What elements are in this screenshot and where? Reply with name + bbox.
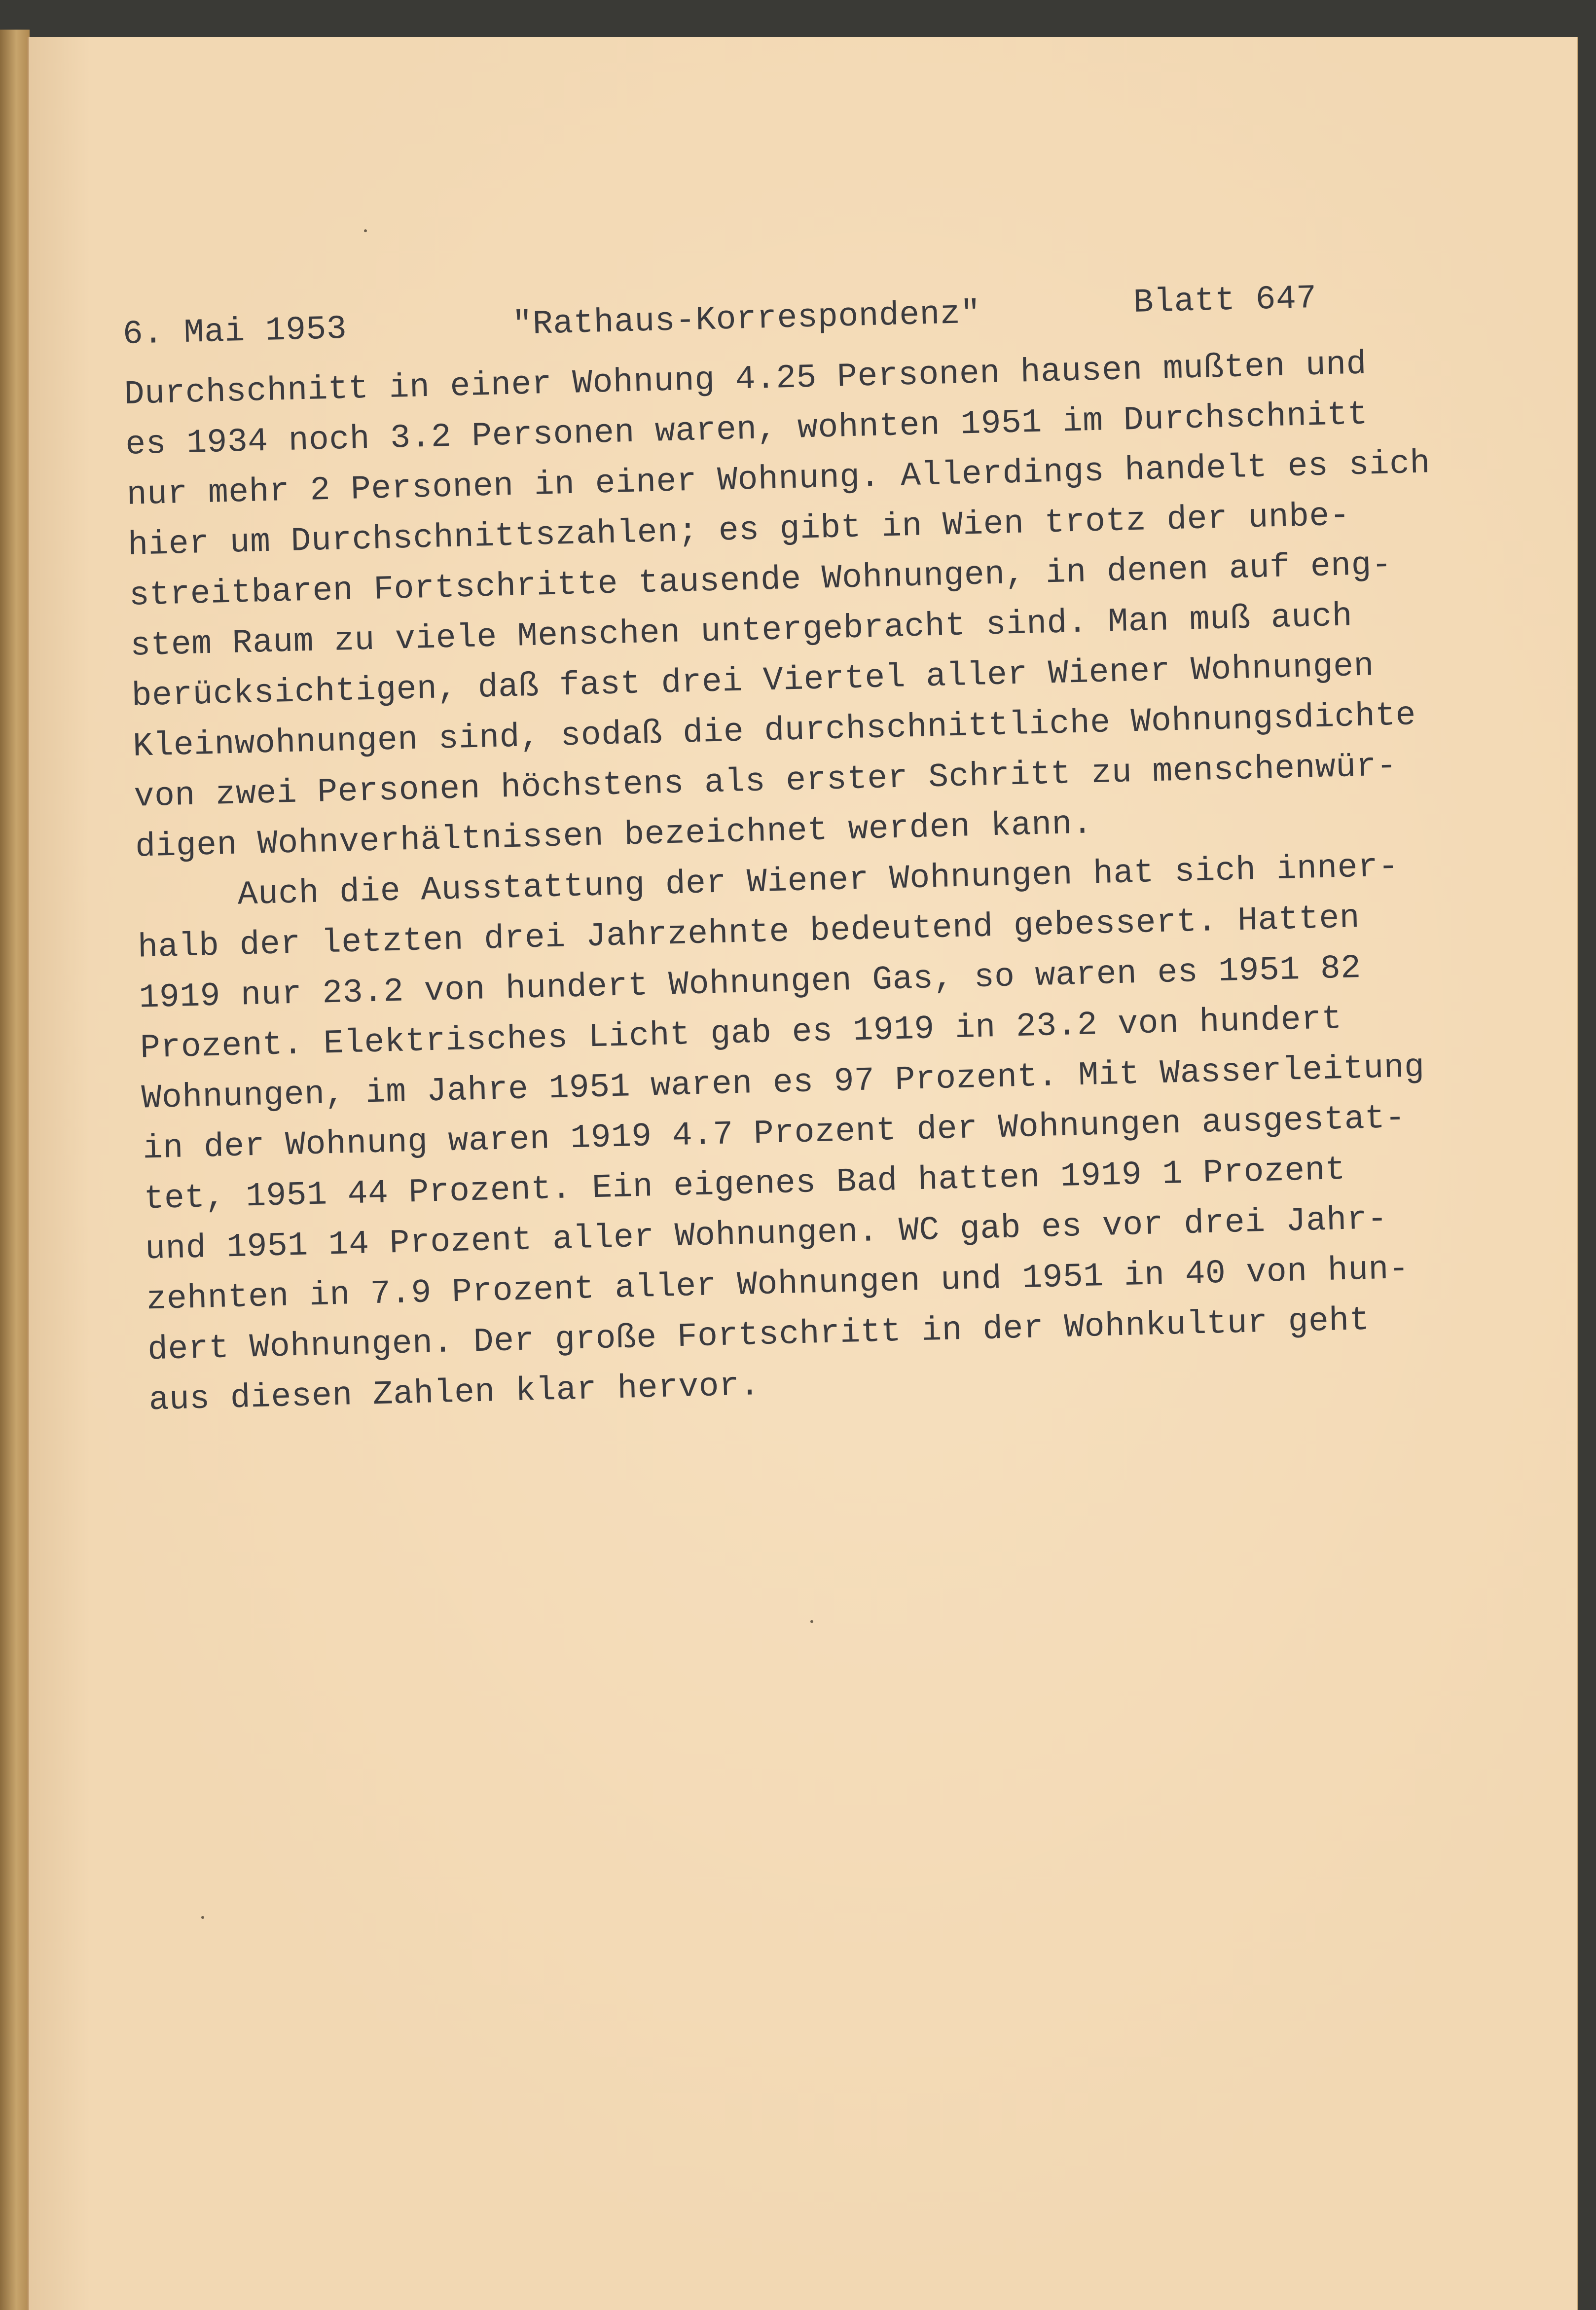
- text-line: in der Wohnung waren 1919 4.7 Prozent der Wohnungen ausgestat-: [142, 1099, 1406, 1168]
- text-line: zehnten in 7.9 Prozent aller Wohnungen und 1951 in 40 von hun-: [145, 1250, 1410, 1319]
- text-line: von zwei Personen höchstens als erster Schritt zu menschenwür-: [133, 747, 1398, 816]
- text-line: und 1951 14 Prozent aller Wohnungen. WC gab es vor drei Jahr-: [145, 1200, 1388, 1269]
- text-line: 1919 nur 23.2 von hundert Wohnungen Gas, so waren es 1951 82: [138, 949, 1362, 1017]
- text-line: berücksichtigen, daß fast drei Viertel aller Wiener Wohnungen: [131, 647, 1375, 716]
- paper-speck: [364, 229, 367, 232]
- text-line: aus diesen Zahlen klar hervor.: [148, 1367, 761, 1420]
- header-source: "Rathaus-Korrespondenz": [511, 294, 981, 344]
- typewritten-text: [122, 279, 1490, 1426]
- header-date: 6. Mai 1953: [122, 310, 348, 354]
- binding-edge: [0, 30, 30, 2310]
- paragraph-start-line: Auch die Ausstattung der Wiener Wohnungen hat sich inner-: [237, 848, 1399, 914]
- paper-speck: [810, 1620, 813, 1623]
- text-line: Kleinwohnungen sind, sodaß die durchschnittliche Wohnungsdichte: [132, 696, 1416, 766]
- text-line: es 1934 noch 3.2 Personen waren, wohnten 1951 im Durchschnitt: [125, 396, 1369, 464]
- text-line: Durchschnitt in einer Wohnung 4.25 Personen hausen mußten und: [123, 345, 1367, 414]
- header-sheet-number: Blatt 647: [1133, 279, 1317, 322]
- text-line: hier um Durchschnittszahlen; es gibt in Wien trotz der unbe-: [127, 497, 1351, 565]
- text-line: digen Wohnverhältnissen bezeichnet werden kann.: [135, 805, 1093, 866]
- text-line: stem Raum zu viele Menschen untergebracht sind. Man muß auch: [130, 597, 1353, 665]
- text-line: halb der letzten drei Jahrzehnte bedeutend gebessert. Hatten: [137, 899, 1360, 967]
- text-line: streitbaren Fortschritte tausende Wohnungen, in denen auf eng-: [128, 546, 1393, 615]
- paper-page: [27, 37, 1578, 2310]
- text-line: Prozent. Elektrisches Licht gab es 1919 in 23.2 von hundert: [140, 1000, 1342, 1068]
- text-line: nur mehr 2 Personen in einer Wohnung. Allerdings handelt es sich: [126, 444, 1431, 514]
- text-line: tet, 1951 44 Prozent. Ein eigenes Bad hatten 1919 1 Prozent: [143, 1151, 1346, 1219]
- text-line: Wohnungen, im Jahre 1951 waren es 97 Prozent. Mit Wasserleitung: [141, 1048, 1425, 1118]
- text-line: dert Wohnungen. Der große Fortschritt in der Wohnkultur geht: [147, 1301, 1370, 1370]
- paper-speck: [201, 1916, 204, 1919]
